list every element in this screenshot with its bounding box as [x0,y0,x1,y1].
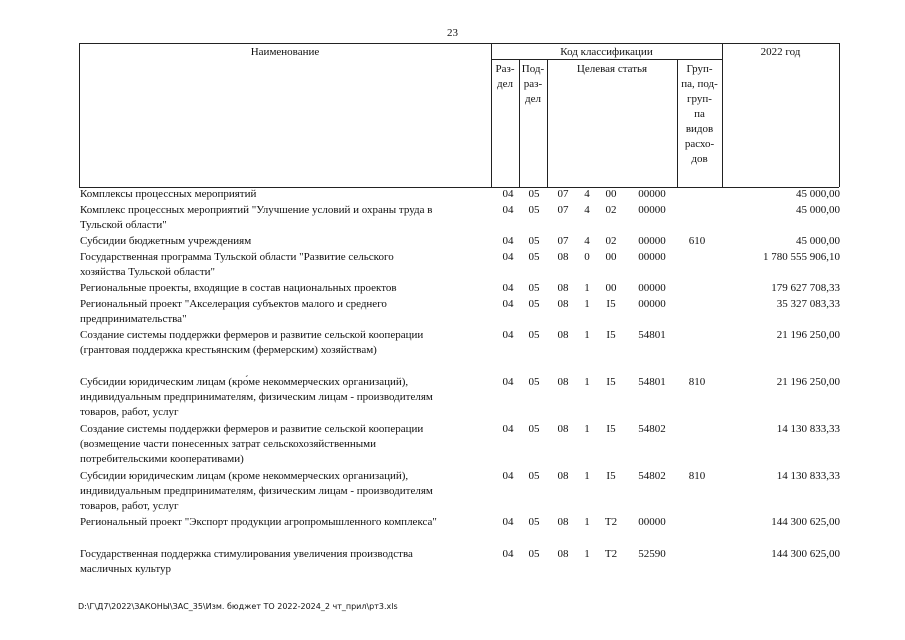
row-razdel: 04 [502,204,514,216]
row-target-subprogram: 4 [584,204,590,216]
row-amount: 21 196 250,00 [776,376,840,388]
row-name: Субсидии бюджетным учреждениям [80,235,252,247]
row-target-program: 08 [557,423,569,435]
row-target-event: I5 [606,470,616,482]
row-target-event: 00 [605,188,617,200]
row-razdel: 04 [502,376,514,388]
row-name: Субсидии юридическим лицам (кроме некоммерческих организаций), индивидуальным предпринимателям, физическим лицам - производителям товаров, работ, услуг [80,470,433,512]
row-target-direction: 00000 [638,188,666,200]
row-razdel: 04 [502,282,514,294]
row-target-direction: 54802 [638,423,666,435]
row-target-program: 08 [557,470,569,482]
row-podrazdel: 05 [528,251,540,263]
row-target-subprogram: 1 [584,282,590,294]
row-target-direction: 00000 [638,235,666,247]
row-razdel: 04 [502,235,514,247]
row-target-program: 08 [557,548,569,560]
row-amount: 179 627 708,33 [771,282,840,294]
row-target-event: I5 [606,329,616,341]
row-target-subprogram: 0 [584,251,590,263]
row-name: Создание системы поддержки фермеров и развитие сельской кооперации (грантовая поддержка крестьянским (фермерским) хозяйствам) [80,329,424,356]
row-target-direction: 00000 [638,204,666,216]
row-target-event: I5 [606,423,616,435]
row-target-program: 07 [557,204,569,216]
row-target-subprogram: 1 [584,470,590,482]
row-podrazdel: 05 [528,470,540,482]
row-amount: 14 130 833,33 [776,423,840,435]
row-target-program: 08 [557,251,569,263]
row-target-program: 08 [557,376,569,388]
row-expense-group: 810 [688,376,706,388]
row-target-direction: 54801 [638,329,666,341]
row-podrazdel: 05 [528,423,540,435]
header-name: Наименование [250,46,320,58]
row-target-event: T2 [604,548,618,560]
row-amount: 21 196 250,00 [776,329,840,341]
row-target-program: 08 [557,329,569,341]
row-target-subprogram: 4 [584,235,590,247]
row-target-direction: 00000 [638,251,666,263]
row-amount: 1 780 555 906,10 [763,251,840,263]
row-name: Комплекс процессных мероприятий "Улучшение условий и охраны труда в Тульской области" [80,204,433,231]
row-target-direction: 00000 [638,516,666,528]
row-target-program: 08 [557,516,569,528]
row-razdel: 04 [502,251,514,263]
row-target-event: 02 [605,204,617,216]
row-razdel: 04 [502,470,514,482]
row-target-direction: 00000 [638,282,666,294]
row-expense-group: 810 [688,470,706,482]
row-target-program: 08 [557,282,569,294]
row-podrazdel: 05 [528,516,540,528]
row-expense-group: 610 [688,235,706,247]
row-target-event: I5 [606,376,616,388]
row-razdel: 04 [502,298,514,310]
row-target-subprogram: 1 [584,548,590,560]
header-year: 2022 год [760,46,801,58]
row-name: Субсидии юридическим лицам (кро́ме некоммерческих организаций), индивидуальным предпринимателям, физическим лицам - производителям товаров, работ, услуг [80,376,433,418]
row-target-subprogram: 1 [584,298,590,310]
row-podrazdel: 05 [528,188,540,200]
row-podrazdel: 05 [528,235,540,247]
row-name: Региональный проект "Акселерация субъектов малого и среднего предпринимательства" [80,298,387,325]
row-razdel: 04 [502,423,514,435]
header-code-classification: Код классификации [560,46,653,58]
file-path-footer: D:\Г\Д7\2022\ЗАКОНЫ\ЗАС_35\Изм. бюджет ТО 2022-2024_2 чт_прил\рт3.xls [78,602,398,611]
row-amount: 14 130 833,33 [776,470,840,482]
row-podrazdel: 05 [528,329,540,341]
row-razdel: 04 [502,516,514,528]
row-podrazdel: 05 [528,204,540,216]
row-amount: 144 300 625,00 [771,548,840,560]
row-amount: 144 300 625,00 [771,516,840,528]
row-name: Комплексы процессных мероприятий [80,188,257,200]
row-target-subprogram: 1 [584,423,590,435]
row-name: Региональные проекты, входящие в состав национальных проектов [80,282,397,294]
row-amount: 45 000,00 [796,235,840,247]
row-name: Государственная программа Тульской области "Развитие сельского хозяйства Тульской области" [80,251,394,278]
row-razdel: 04 [502,188,514,200]
row-target-subprogram: 1 [584,516,590,528]
row-target-event: 00 [605,282,617,294]
row-target-event: 00 [605,251,617,263]
row-target-program: 07 [557,235,569,247]
row-target-event: T2 [604,516,618,528]
row-target-event: 02 [605,235,617,247]
row-podrazdel: 05 [528,548,540,560]
row-podrazdel: 05 [528,282,540,294]
row-target-subprogram: 1 [584,376,590,388]
row-target-direction: 54802 [638,470,666,482]
row-target-direction: 52590 [638,548,666,560]
row-target-direction: 54801 [638,376,666,388]
row-target-program: 07 [557,188,569,200]
header-group: Груп- па, под- груп- па видов расхо- дов [681,63,718,165]
row-podrazdel: 05 [528,376,540,388]
row-name: Региональный проект "Экспорт продукции агропромышленного комплекса" [80,516,437,528]
row-target-program: 08 [557,298,569,310]
row-podrazdel: 05 [528,298,540,310]
row-name: Создание системы поддержки фермеров и развитие сельской кооперации (возмещение части понесенных затрат сельскохозяйственными потребительскими кооперативами) [80,423,424,465]
row-target-subprogram: 4 [584,188,590,200]
header-podrazdel: Под- раз- дел [521,63,545,105]
row-name: Государственная поддержка стимулирования увеличения производства масличных культур [80,548,413,575]
row-razdel: 04 [502,329,514,341]
page-number: 23 [447,27,458,39]
row-amount: 45 000,00 [796,204,840,216]
row-razdel: 04 [502,548,514,560]
row-target-event: I5 [606,298,616,310]
row-amount: 45 000,00 [796,188,840,200]
row-target-subprogram: 1 [584,329,590,341]
header-target: Целевая статья [576,63,648,75]
header-razdel: Раз- дел [495,63,515,90]
row-target-direction: 00000 [638,298,666,310]
row-amount: 35 327 083,33 [776,298,840,310]
